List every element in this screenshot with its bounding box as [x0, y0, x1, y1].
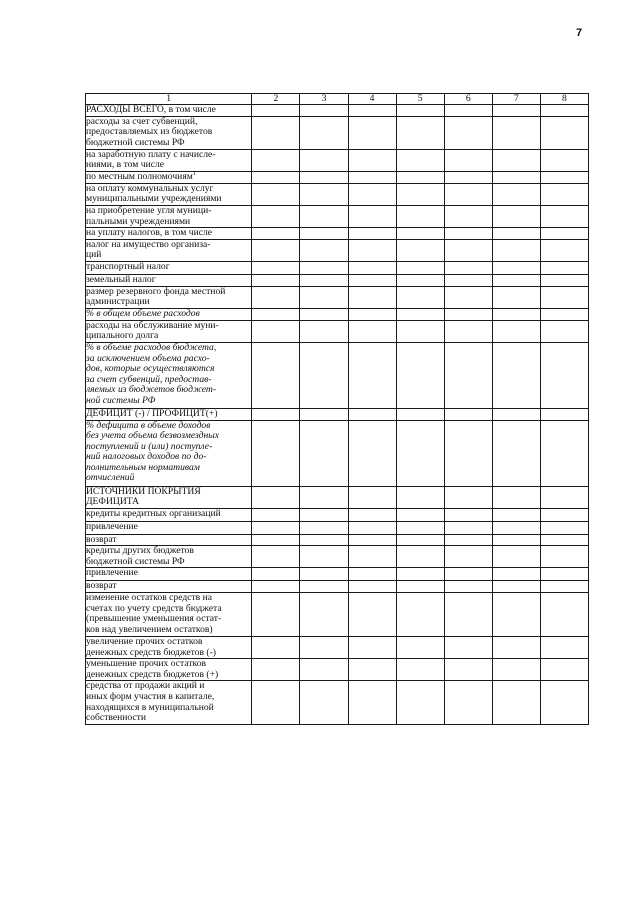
row-label: налог на имущество организа- ций: [86, 238, 211, 261]
row-label-cell: [86, 534, 252, 546]
value-cell: [540, 508, 588, 521]
value-cell: [348, 320, 396, 342]
value-cell: [300, 659, 348, 681]
value-cell: [252, 116, 300, 149]
row-label: уменьшение прочих остатков денежных средств бюджетов (+): [86, 658, 219, 680]
value-cell: [348, 308, 396, 320]
column-header: 8: [540, 94, 588, 105]
value-cell: [300, 681, 348, 725]
value-cell: [540, 521, 588, 534]
row-label: увеличение прочих остатков денежных средств бюджетов (-): [86, 636, 216, 658]
table-row: [86, 228, 589, 240]
value-cell: [348, 149, 396, 171]
value-cell: [252, 239, 300, 261]
value-cell: [300, 239, 348, 261]
value-cell: [492, 408, 540, 420]
value-cell: [492, 183, 540, 205]
table-row: [86, 205, 589, 227]
value-cell: [492, 659, 540, 681]
table-row: [86, 486, 589, 508]
row-label-cell: [86, 105, 252, 117]
value-cell: [396, 521, 444, 534]
value-cell: [444, 546, 492, 568]
value-cell: [300, 486, 348, 508]
value-cell: [252, 408, 300, 420]
value-cell: [540, 308, 588, 320]
value-cell: [396, 274, 444, 286]
row-label: земельный налог: [86, 273, 156, 285]
value-cell: [300, 171, 348, 183]
value-cell: [300, 342, 348, 408]
row-label: РАСХОДЫ ВСЕГО, в том числе: [86, 104, 216, 115]
value-cell: [252, 274, 300, 286]
value-cell: [444, 681, 492, 725]
row-label-cell: [86, 149, 252, 171]
table-row: [86, 149, 589, 171]
value-cell: [444, 205, 492, 227]
row-label: транспортный налог: [86, 260, 170, 272]
value-cell: [300, 286, 348, 308]
value-cell: [348, 581, 396, 593]
value-cell: [252, 171, 300, 183]
value-cell: [540, 342, 588, 408]
row-label-cell: [86, 308, 252, 320]
value-cell: [444, 228, 492, 240]
value-cell: [300, 274, 348, 286]
value-cell: [252, 534, 300, 546]
row-label-cell: [86, 286, 252, 308]
row-label: по местным полномочиям: [86, 170, 193, 182]
value-cell: [300, 408, 348, 420]
value-cell: [492, 274, 540, 286]
value-cell: [396, 261, 444, 274]
value-cell: [444, 342, 492, 408]
row-label-cell: [86, 521, 252, 534]
value-cell: [348, 486, 396, 508]
row-label-cell: [86, 568, 252, 581]
row-label-cell: [86, 408, 252, 420]
value-cell: [444, 286, 492, 308]
value-cell: [252, 420, 300, 486]
column-header: 6: [444, 94, 492, 105]
value-cell: [492, 420, 540, 486]
value-cell: [348, 171, 396, 183]
value-cell: [540, 581, 588, 593]
row-label-cell: [86, 239, 252, 261]
row-label-cell: [86, 116, 252, 149]
column-header: 5: [396, 94, 444, 105]
row-label-cell: [86, 486, 252, 508]
value-cell: [396, 286, 444, 308]
table-row: [86, 239, 589, 261]
value-cell: [396, 116, 444, 149]
row-label: на заработную плату с начисле- ниями, в том числе: [86, 148, 216, 171]
value-cell: [492, 286, 540, 308]
value-cell: [396, 171, 444, 183]
value-cell: [396, 105, 444, 117]
value-cell: [300, 521, 348, 534]
value-cell: [444, 274, 492, 286]
row-label-cell: [86, 171, 252, 183]
value-cell: [348, 261, 396, 274]
value-cell: [492, 581, 540, 593]
row-label: размер резервного фонда местной администрации: [86, 285, 226, 308]
table-row: [86, 261, 589, 274]
value-cell: [540, 320, 588, 342]
value-cell: [348, 342, 396, 408]
value-cell: [444, 239, 492, 261]
value-cell: [348, 239, 396, 261]
column-header: 2: [252, 94, 300, 105]
row-label-cell: [86, 637, 252, 659]
value-cell: [540, 593, 588, 637]
value-cell: [396, 308, 444, 320]
table-row: [86, 593, 589, 637]
value-cell: [444, 308, 492, 320]
value-cell: [540, 420, 588, 486]
row-label-cell: [86, 274, 252, 286]
value-cell: [348, 521, 396, 534]
value-cell: [348, 568, 396, 581]
value-cell: [396, 534, 444, 546]
table-row: [86, 534, 589, 546]
value-cell: [540, 534, 588, 546]
value-cell: [396, 420, 444, 486]
value-cell: [540, 286, 588, 308]
value-cell: [396, 320, 444, 342]
row-label-cell: [86, 320, 252, 342]
table-row: [86, 546, 589, 568]
value-cell: [252, 183, 300, 205]
value-cell: [252, 320, 300, 342]
value-cell: [540, 681, 588, 725]
value-cell: [252, 568, 300, 581]
value-cell: [348, 116, 396, 149]
row-label: привлечение: [86, 567, 138, 579]
value-cell: [492, 205, 540, 227]
table-row: [86, 105, 589, 117]
value-cell: [444, 105, 492, 117]
table-row: [86, 308, 589, 320]
row-label-cell: [86, 420, 252, 486]
value-cell: [348, 546, 396, 568]
table-row: [86, 286, 589, 308]
value-cell: [252, 546, 300, 568]
value-cell: [396, 659, 444, 681]
value-cell: [300, 183, 348, 205]
value-cell: [492, 546, 540, 568]
value-cell: [396, 546, 444, 568]
value-cell: [444, 534, 492, 546]
row-label-cell: [86, 342, 252, 408]
value-cell: [492, 521, 540, 534]
page-number: 7: [576, 27, 583, 39]
value-cell: [492, 261, 540, 274]
value-cell: [252, 286, 300, 308]
value-cell: [348, 659, 396, 681]
value-cell: [348, 637, 396, 659]
row-label-cell: [86, 261, 252, 274]
column-header: 1: [86, 94, 252, 105]
value-cell: [444, 408, 492, 420]
value-cell: [396, 149, 444, 171]
value-cell: [396, 637, 444, 659]
value-cell: [396, 408, 444, 420]
value-cell: [444, 659, 492, 681]
value-cell: [540, 105, 588, 117]
value-cell: [348, 183, 396, 205]
value-cell: [300, 534, 348, 546]
value-cell: [396, 205, 444, 227]
value-cell: [396, 239, 444, 261]
value-cell: [492, 508, 540, 521]
value-cell: [444, 261, 492, 274]
value-cell: [252, 659, 300, 681]
value-cell: [492, 171, 540, 183]
value-cell: [540, 183, 588, 205]
table-row: [86, 637, 589, 659]
value-cell: [348, 408, 396, 420]
row-label: ИСТОЧНИКИ ПОКРЫТИЯ ДЕФИЦИТА: [86, 485, 201, 508]
value-cell: [348, 508, 396, 521]
column-header: 4: [348, 94, 396, 105]
row-label-cell: [86, 205, 252, 227]
value-cell: [540, 659, 588, 681]
row-label: расходы на обслуживание муни- ципального долга: [86, 319, 219, 342]
value-cell: [492, 681, 540, 725]
row-label: кредиты кредитных организаций: [86, 507, 221, 519]
value-cell: [300, 508, 348, 521]
value-cell: [444, 183, 492, 205]
table-row: [86, 408, 589, 420]
value-cell: [540, 546, 588, 568]
table-row: [86, 116, 589, 149]
value-cell: [300, 116, 348, 149]
value-cell: [252, 681, 300, 725]
value-cell: [252, 521, 300, 534]
row-label-cell: [86, 508, 252, 521]
value-cell: [300, 593, 348, 637]
value-cell: [492, 320, 540, 342]
value-cell: [300, 420, 348, 486]
value-cell: [492, 534, 540, 546]
table-header-row: [86, 94, 589, 105]
value-cell: [444, 320, 492, 342]
value-cell: [300, 261, 348, 274]
value-cell: [396, 593, 444, 637]
value-cell: [252, 105, 300, 117]
row-label-cell: [86, 183, 252, 205]
value-cell: [252, 228, 300, 240]
value-cell: [540, 239, 588, 261]
value-cell: [396, 342, 444, 408]
value-cell: [444, 637, 492, 659]
table-row: [86, 420, 589, 486]
value-cell: [348, 105, 396, 117]
row-label: расходы за счет субвенций, предоставляемых из бюджетов бюджетной системы РФ: [86, 115, 213, 148]
value-cell: [396, 508, 444, 521]
value-cell: [348, 205, 396, 227]
table-row: [86, 274, 589, 286]
value-cell: [540, 274, 588, 286]
value-cell: [444, 593, 492, 637]
value-cell: [444, 568, 492, 581]
value-cell: [396, 581, 444, 593]
value-cell: [300, 320, 348, 342]
value-cell: [444, 171, 492, 183]
row-label-cell: [86, 581, 252, 593]
value-cell: [348, 420, 396, 486]
value-cell: [540, 408, 588, 420]
row-label: % в объеме расходов бюджета, за исключением объема расхо- дов, которые осуществляются за счет субвенций, предостав- ляемых из бюджетов бюджет- ной системы РФ: [86, 341, 217, 406]
value-cell: [396, 681, 444, 725]
table-row: [86, 521, 589, 534]
table-row: [86, 508, 589, 521]
value-cell: [252, 342, 300, 408]
row-label-cell: [86, 681, 252, 725]
value-cell: [348, 593, 396, 637]
row-label: привлечение: [86, 520, 138, 532]
row-label: на уплату налогов, в том числе: [86, 227, 213, 239]
value-cell: [252, 205, 300, 227]
table-row: [86, 342, 589, 408]
row-label: ДЕФИЦИТ (-) / ПРОФИЦИТ(+): [86, 407, 218, 419]
row-label: на оплату коммунальных услуг муниципальными учреждениями: [86, 182, 222, 205]
value-cell: [300, 105, 348, 117]
value-cell: [252, 637, 300, 659]
row-label: изменение остатков средств на счетах по учету средств бюджета (превышение уменьшения остат- ков над увеличением остатков): [86, 592, 222, 635]
value-cell: [444, 116, 492, 149]
row-label: на приобретение угля муници- пальными учреждениями: [86, 204, 212, 227]
value-cell: [252, 486, 300, 508]
row-label-cell: [86, 228, 252, 240]
value-cell: [492, 308, 540, 320]
value-cell: [300, 637, 348, 659]
value-cell: [300, 546, 348, 568]
value-cell: [348, 274, 396, 286]
value-cell: [492, 239, 540, 261]
value-cell: [492, 105, 540, 117]
value-cell: [444, 149, 492, 171]
row-label: возврат: [86, 580, 117, 592]
footnote-marker: 1: [192, 170, 196, 177]
table-row: [86, 183, 589, 205]
value-cell: [492, 593, 540, 637]
value-cell: [348, 534, 396, 546]
column-header: 7: [492, 94, 540, 105]
column-header: 3: [300, 94, 348, 105]
value-cell: [492, 568, 540, 581]
row-label: % в общем объеме расходов: [86, 307, 200, 319]
value-cell: [540, 261, 588, 274]
value-cell: [300, 581, 348, 593]
value-cell: [540, 149, 588, 171]
value-cell: [252, 508, 300, 521]
value-cell: [444, 508, 492, 521]
value-cell: [300, 568, 348, 581]
value-cell: [252, 308, 300, 320]
row-label: % дефицита в объеме доходов без учета объема безвозмездных поступлений и (или) поступле- ний налоговых доходов по до- полнительным нормативам отчислений: [86, 419, 220, 484]
value-cell: [300, 149, 348, 171]
value-cell: [540, 637, 588, 659]
budget-report-table: [85, 93, 589, 725]
table-body: [86, 105, 589, 725]
value-cell: [396, 183, 444, 205]
value-cell: [540, 486, 588, 508]
row-label-cell: [86, 546, 252, 568]
table-row: [86, 581, 589, 593]
value-cell: [444, 581, 492, 593]
row-label-cell: [86, 593, 252, 637]
value-cell: [492, 116, 540, 149]
value-cell: [396, 228, 444, 240]
row-label: возврат: [86, 533, 117, 545]
value-cell: [252, 593, 300, 637]
table-row: [86, 171, 589, 183]
table-row: [86, 681, 589, 725]
value-cell: [348, 286, 396, 308]
table-row: [86, 659, 589, 681]
value-cell: [348, 228, 396, 240]
table-row: [86, 568, 589, 581]
value-cell: [300, 308, 348, 320]
value-cell: [492, 149, 540, 171]
value-cell: [252, 261, 300, 274]
value-cell: [348, 681, 396, 725]
value-cell: [540, 228, 588, 240]
value-cell: [396, 568, 444, 581]
value-cell: [300, 228, 348, 240]
row-label: кредиты других бюджетов бюджетной системы РФ: [86, 545, 194, 567]
value-cell: [540, 568, 588, 581]
value-cell: [540, 205, 588, 227]
value-cell: [540, 116, 588, 149]
value-cell: [444, 486, 492, 508]
row-label: средства от продажи акций и иных форм участия в капитале, находящихся в муниципальной собственности: [86, 680, 215, 724]
value-cell: [444, 521, 492, 534]
value-cell: [492, 637, 540, 659]
table-row: [86, 320, 589, 342]
value-cell: [252, 149, 300, 171]
value-cell: [540, 171, 588, 183]
value-cell: [492, 486, 540, 508]
value-cell: [492, 228, 540, 240]
value-cell: [300, 205, 348, 227]
value-cell: [396, 486, 444, 508]
value-cell: [492, 342, 540, 408]
row-label-cell: [86, 659, 252, 681]
value-cell: [444, 420, 492, 486]
value-cell: [252, 581, 300, 593]
